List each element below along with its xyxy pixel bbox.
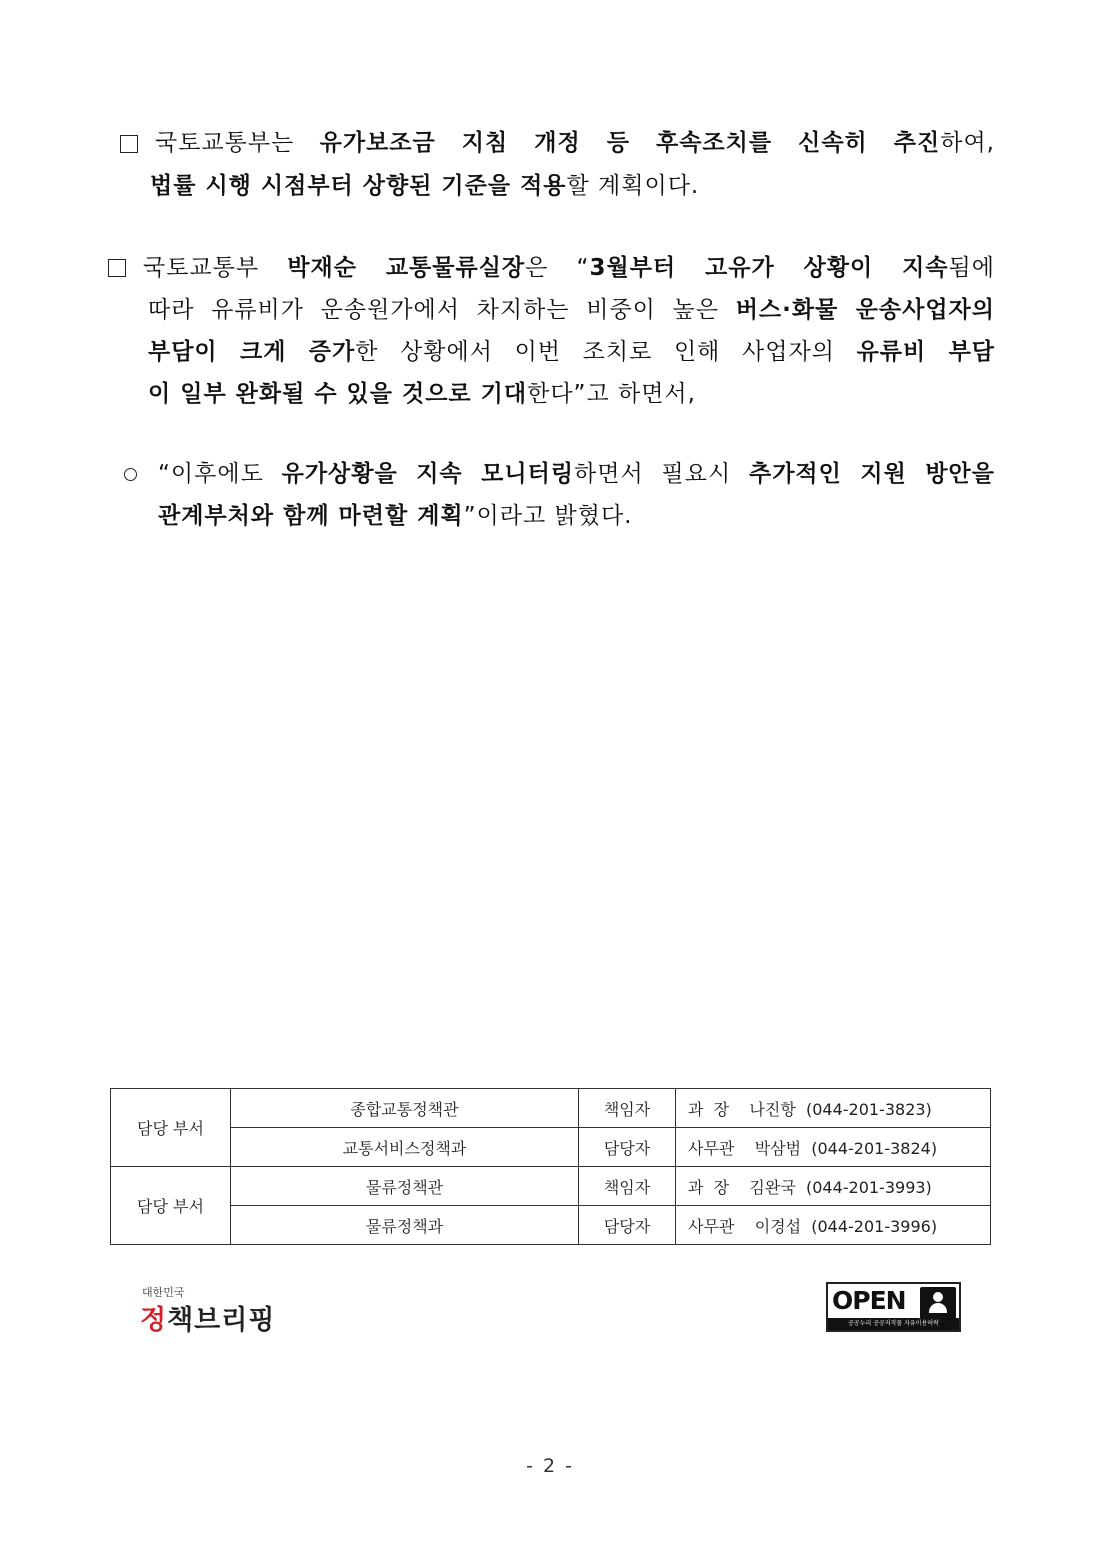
person-head-shape — [933, 1292, 943, 1302]
bold-text: 법률 시행 시점부터 상향된 기준을 적용 — [150, 173, 567, 199]
paragraph-3 — [158, 453, 995, 537]
paragraph-3-line-2 — [158, 495, 995, 537]
table-row — [111, 1128, 991, 1167]
text: 은 “ — [525, 255, 590, 281]
bold-text: 유가보조금 지침 개정 등 후속조치를 신속히 추진 — [319, 130, 941, 156]
contacts-table — [110, 1088, 991, 1245]
paragraph-1-line-2 — [150, 165, 850, 207]
bold-text: 관계부처와 함께 마련할 계획 — [158, 503, 464, 529]
bold-text: 추가적인 지원 방안을 — [749, 461, 995, 487]
text: 한 상황에서 이번 조치로 인해 사업자의 — [355, 339, 857, 365]
square-bullet-icon — [108, 259, 126, 277]
paragraph-1-cont — [150, 165, 850, 207]
dept-label-cell: 담당 부서 — [111, 1167, 231, 1245]
person-cell: 과 장 나진항 (044-201-3823) — [676, 1089, 991, 1128]
paragraph-2-line-4 — [148, 373, 995, 415]
bold-text: 박재순 교통물류실장 — [287, 255, 526, 281]
bold-text: 유가상황을 지속 모니터링 — [281, 461, 575, 487]
text: ”이라고 밝혔다. — [463, 503, 633, 529]
policy-briefing-logo — [140, 1284, 275, 1337]
person-cell: 사무관 이경섭 (044-201-3996) — [676, 1206, 991, 1245]
bold-text: 버스·화물 운송사업자의 — [735, 297, 995, 323]
table-row — [111, 1206, 991, 1245]
text: “이후에도 — [158, 461, 282, 487]
logo-small-text: 대한민국 — [142, 1286, 185, 1299]
text: 한다”고 하면서, — [527, 381, 696, 407]
logo-title-accent: 정 — [140, 1305, 168, 1336]
paragraph-1 — [155, 122, 995, 164]
square-bullet-icon — [120, 135, 138, 153]
attribution-icon — [920, 1287, 956, 1319]
text: 됨에 — [948, 255, 995, 281]
open-text: OPEN — [832, 1286, 906, 1315]
paragraph-2 — [143, 247, 995, 289]
dept-cell: 교통서비스정책과 — [231, 1128, 579, 1167]
paragraph-1-line-1 — [155, 122, 995, 164]
circle-bullet-icon — [124, 468, 137, 481]
role-cell: 담당자 — [579, 1128, 676, 1167]
paragraph-2-line-2 — [148, 289, 995, 331]
person-cell: 사무관 박삼범 (044-201-3824) — [676, 1128, 991, 1167]
text: 하여, — [940, 130, 995, 156]
paragraph-2-cont — [148, 289, 995, 415]
text: 국토교통부 — [143, 255, 288, 281]
logo-title-rest: 책브리핑 — [167, 1305, 276, 1336]
bold-text: 유류비 부담 — [856, 339, 996, 365]
dept-cell: 종합교통정책관 — [231, 1089, 579, 1128]
text: 하면서 필요시 — [574, 461, 749, 487]
table-row — [111, 1167, 991, 1206]
paragraph-2-line-1 — [143, 247, 995, 289]
role-cell: 책임자 — [579, 1167, 676, 1206]
bold-text: 3월부터 고유가 상황이 지속 — [589, 255, 949, 281]
person-body-shape — [929, 1303, 947, 1313]
bold-text: 부담이 크게 증가 — [148, 339, 356, 365]
dept-cell: 물류정책관 — [231, 1167, 579, 1206]
open-license-logo — [826, 1282, 961, 1332]
dept-label-cell: 담당 부서 — [111, 1089, 231, 1167]
bold-text: 이 일부 완화될 수 있을 것으로 기대 — [148, 381, 528, 407]
paragraph-2-line-3 — [148, 331, 995, 373]
role-cell: 담당자 — [579, 1206, 676, 1245]
person-cell: 과 장 김완국 (044-201-3993) — [676, 1167, 991, 1206]
role-cell: 책임자 — [579, 1089, 676, 1128]
text: 국토교통부는 — [155, 130, 320, 156]
paragraph-3-line-1 — [158, 453, 995, 495]
dept-cell: 물류정책과 — [231, 1206, 579, 1245]
logo-title — [140, 1298, 275, 1337]
text: 할 계획이다. — [566, 173, 700, 199]
table-row — [111, 1089, 991, 1128]
page-number: - 2 - — [526, 1455, 574, 1477]
text: 따라 유류비가 운송원가에서 차지하는 비중이 높은 — [148, 297, 736, 323]
license-strip: 공공누리 공공저작물 자유이용허락 — [828, 1318, 959, 1330]
